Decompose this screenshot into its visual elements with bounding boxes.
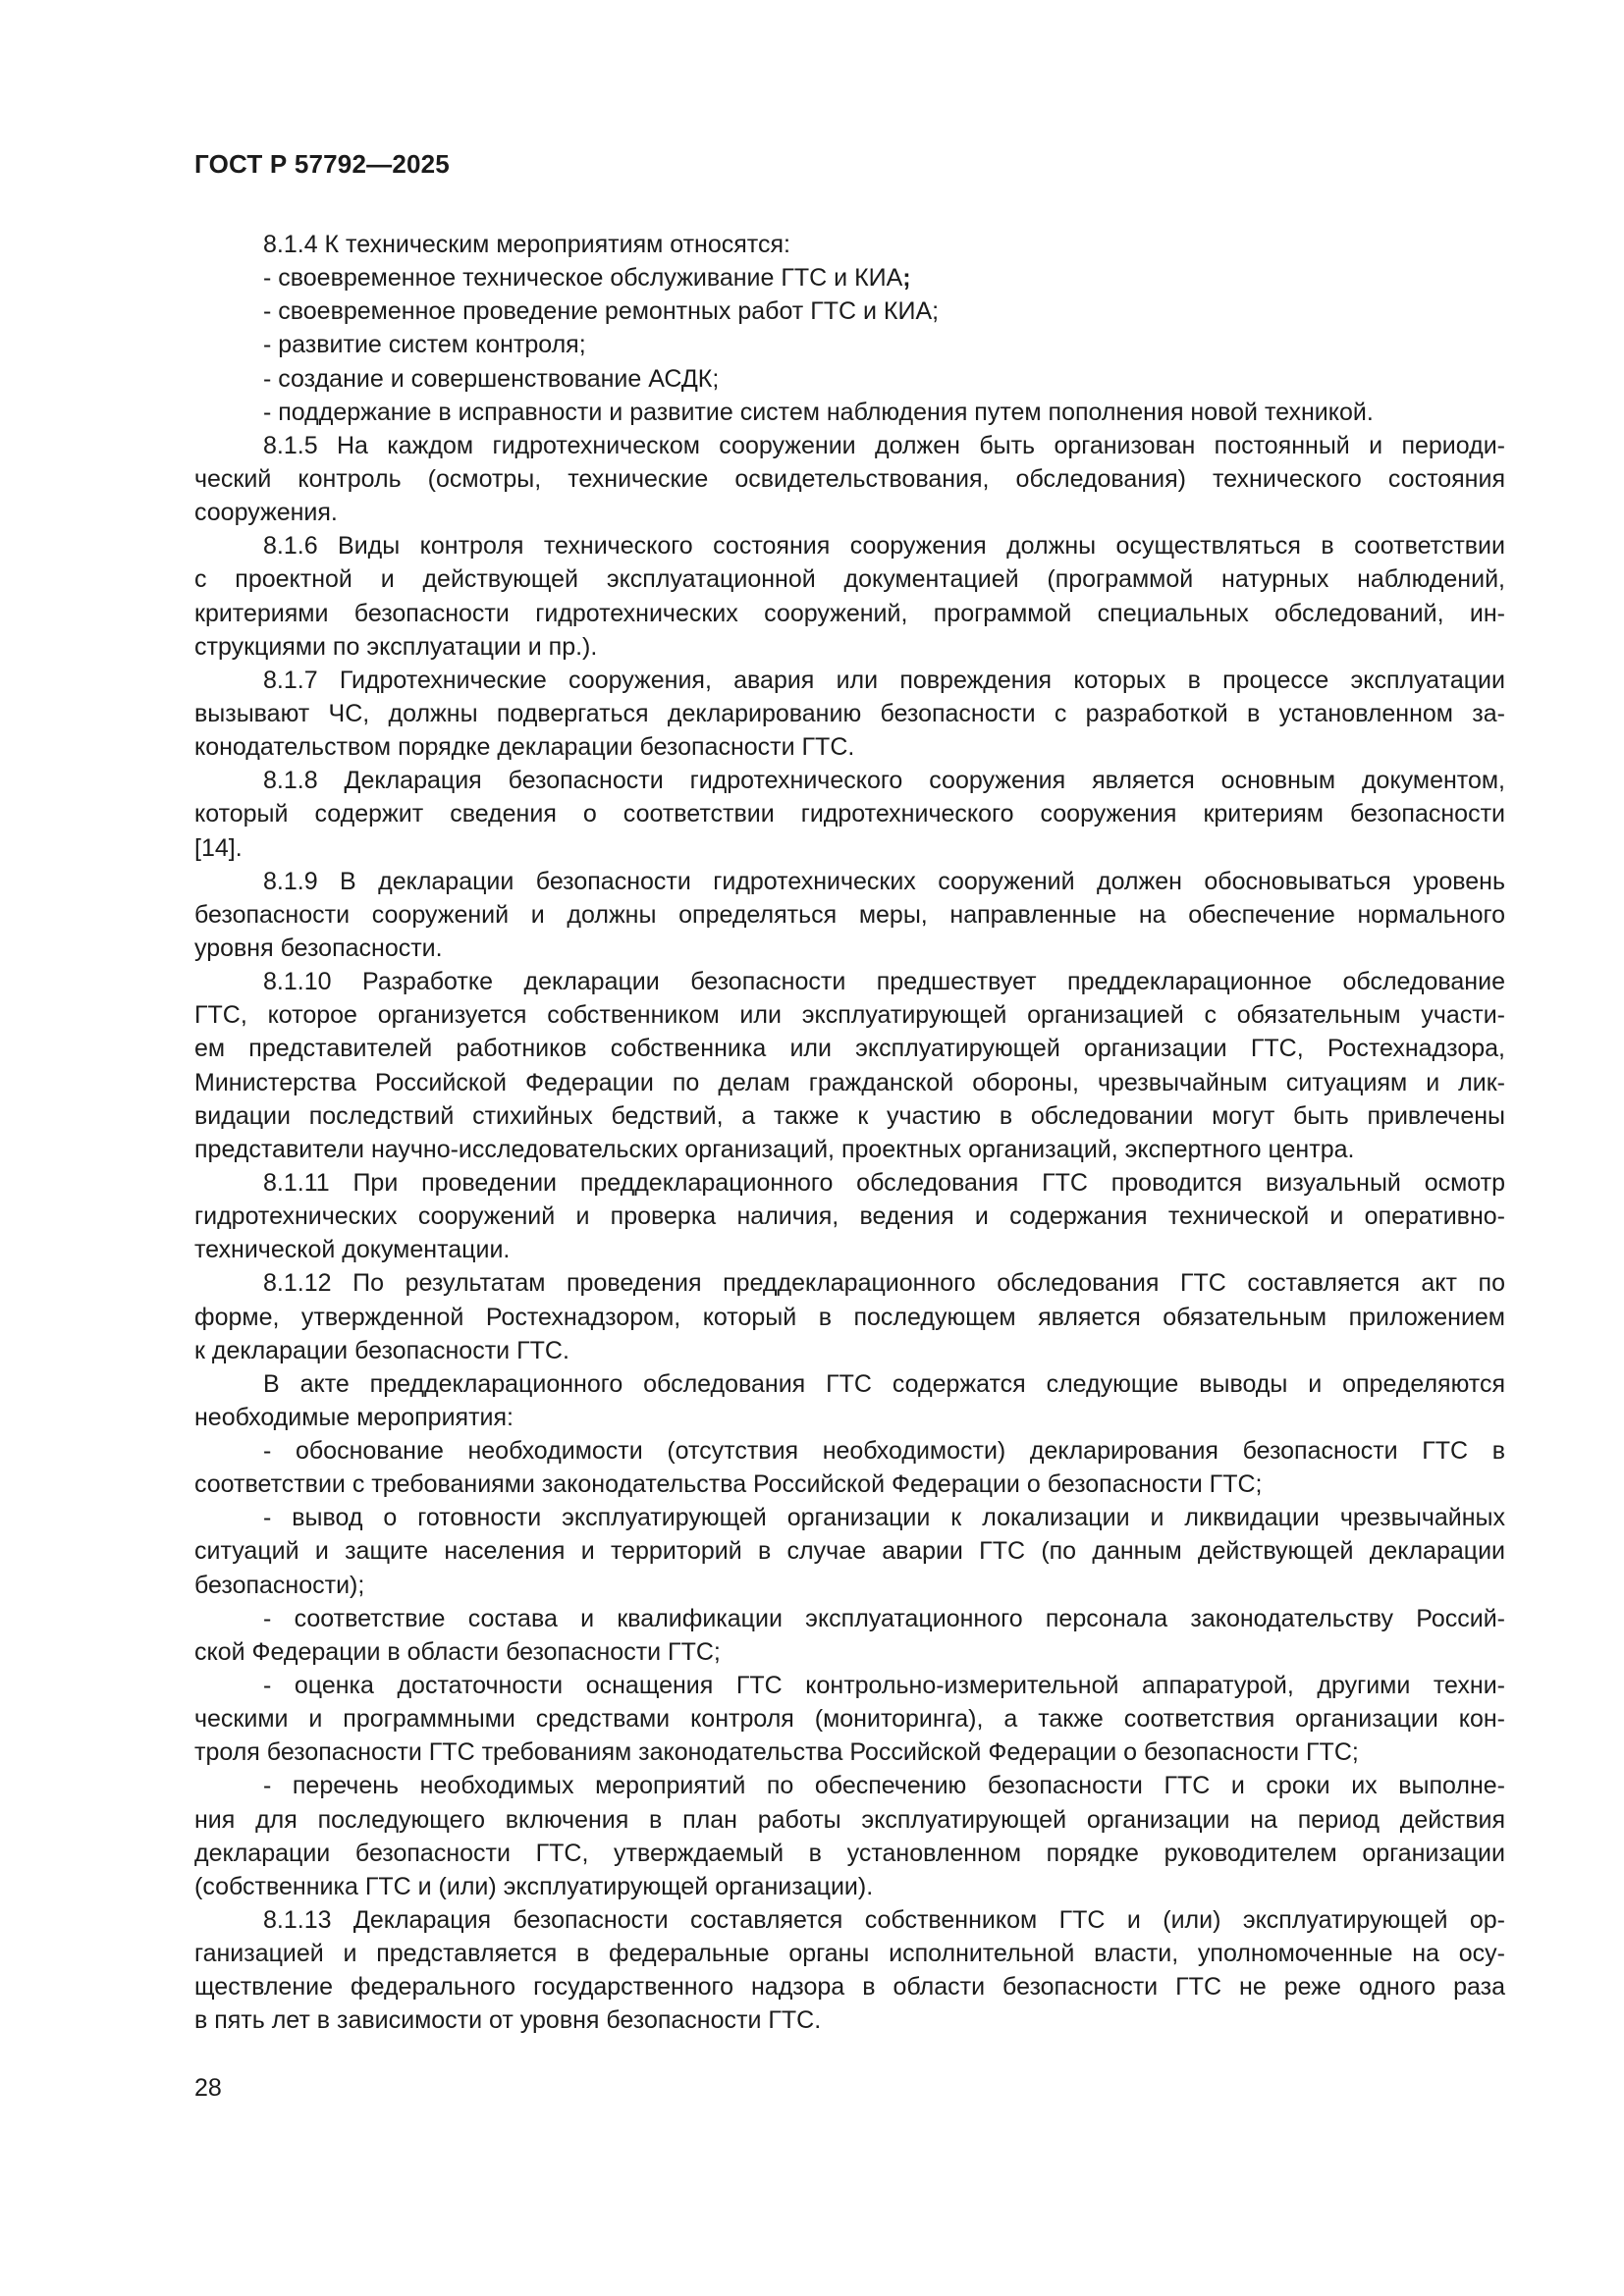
paragraph-8-1-13-line: ганизацией и представляется в федеральные органы исполнительной власти, уполномоченные на осу- [194, 1940, 1505, 1968]
paragraph-8-1-9-line: безопасности сооружений и должны определяться меры, направленные на обеспечение нормального [194, 900, 1505, 929]
paragraph-8-1-10-line: ГТС, которое организуется собственником или эксплуатирующей организацией с обязательным участи- [194, 1001, 1505, 1030]
list-item: - оценка достаточности оснащения ГТС контрольно-измерительной аппаратурой, другими техни- [263, 1672, 1505, 1700]
paragraph-8-1-10-line: Министерства Российской Федерации по делам гражданской обороны, чрезвычайным ситуациям и лик- [194, 1068, 1505, 1096]
list-item: - соответствие состава и квалификации эксплуатационного персонала законодательству Россий- [263, 1604, 1505, 1632]
paragraph-8-1-6-line: с проектной и действующей эксплуатационной документацией (программой натурных наблюдений, [194, 565, 1505, 594]
list-item: - перечень необходимых мероприятий по обеспечению безопасности ГТС и сроки их выполне- [263, 1772, 1505, 1800]
list-item: - создание и совершенствование АСДК; [263, 364, 720, 393]
paragraph-8-1-13-line: ществление федерального государственного надзора в области безопасности ГТС не реже одного раза [194, 1973, 1505, 2002]
list-item: соответствии с требованиями законодательства Российской Федерации о безопасности ГТС; [194, 1470, 1263, 1499]
paragraph-8-1-13-line: 8.1.13 Декларация безопасности составляется собственником ГТС и (или) эксплуатирующей ор- [263, 1906, 1505, 1935]
list-item: безопасности); [194, 1571, 365, 1599]
paragraph-8-1-12-line: к декларации безопасности ГТС. [194, 1336, 569, 1364]
list-item: ской Федерации в области безопасности ГТС; [194, 1637, 721, 1666]
document-body [194, 228, 1505, 2038]
paragraph-8-1-5-line: 8.1.5 На каждом гидротехническом сооружении должен быть организован постоянный и периоди- [263, 431, 1505, 459]
paragraph-8-1-11-line: 8.1.11 При проведении преддекларационного обследования ГТС проводится визуальный осмотр [263, 1168, 1505, 1197]
paragraph-8-1-7-line: вызывают ЧС, должны подвергаться декларированию безопасности с разработкой в установленном за- [194, 699, 1505, 727]
list-item [194, 261, 1505, 294]
paragraph-8-1-12-line: форме, утвержденной Ростехнадзором, который в последующем является обязательным приложением [194, 1303, 1505, 1331]
paragraph-8-1-6-line: 8.1.6 Виды контроля технического состояния сооружения должны осуществляться в соответствии [263, 532, 1505, 561]
document-header: ГОСТ Р 57792—2025 [194, 149, 450, 179]
paragraph-8-1-13-line: в пять лет в зависимости от уровня безопасности ГТС. [194, 2006, 822, 2035]
paragraph-8-1-11-line: технической документации. [194, 1236, 511, 1264]
list-item: ситуаций и защите населения и территорий в случае аварии ГТС (по данным действующей декларации [194, 1537, 1505, 1566]
list-item: - поддержание в исправности и развитие систем наблюдения путем пополнения новой техникой. [263, 398, 1374, 426]
list-item: (собственника ГТС и (или) эксплуатирующей организации). [194, 1872, 874, 1900]
list-item: - развитие систем контроля; [263, 331, 586, 359]
list-item: декларации безопасности ГТС, утверждаемый в установленном порядке руководителем организации [194, 1839, 1505, 1867]
list-item-trailing-punct: ; [902, 264, 911, 293]
paragraph-8-1-9-line: 8.1.9 В декларации безопасности гидротехнических сооружений должен обосновываться уровень [263, 867, 1505, 895]
paragraph-8-1-7-line: 8.1.7 Гидротехнические сооружения, авария или повреждения которых в процессе эксплуатации [263, 666, 1505, 694]
list-item: троля безопасности ГТС требованиям законодательства Российской Федерации о безопасности ГТС; [194, 1738, 1359, 1767]
paragraph-8-1-9-line: уровня безопасности. [194, 934, 443, 962]
list-item: - вывод о готовности эксплуатирующей организации к локализации и ликвидации чрезвычайных [263, 1504, 1505, 1532]
paragraph-8-1-8-line: который содержит сведения о соответствии гидротехнического сооружения критериям безопасности [194, 800, 1505, 828]
paragraph-8-1-12-line: 8.1.12 По результатам проведения преддекларационного обследования ГТС составляется акт по [263, 1269, 1505, 1298]
list-item-text: - своевременное техническое обслуживание ГТС и КИА [263, 264, 903, 293]
paragraph-8-1-5-line: сооружения. [194, 499, 338, 527]
list-item: - обоснование необходимости (отсутствия необходимости) декларирования безопасности ГТС в [263, 1437, 1505, 1466]
paragraph-act-line: необходимые мероприятия: [194, 1403, 514, 1431]
paragraph-8-1-6-line: струкциями по эксплуатации и пр.). [194, 632, 598, 661]
page-number: 28 [194, 2074, 222, 2102]
list-item: - своевременное проведение ремонтных работ ГТС и КИА; [263, 297, 940, 326]
paragraph-8-1-10-line: 8.1.10 Разработке декларации безопасности предшествует преддекларационное обследование [263, 968, 1505, 996]
paragraph-8-1-8-line: 8.1.8 Декларация безопасности гидротехнического сооружения является основным документом, [263, 767, 1505, 795]
paragraph-8-1-4-line: 8.1.4 К техническим мероприятиям относятся: [263, 231, 790, 258]
paragraph-8-1-10-line: ем представителей работников собственника или эксплуатирующей организации ГТС, Ростехнадзора, [194, 1035, 1505, 1063]
paragraph-8-1-11-line: гидротехнических сооружений и проверка наличия, ведения и содержания технической и оперативно- [194, 1202, 1505, 1231]
paragraph-8-1-8-line: [14]. [194, 833, 243, 862]
paragraph-8-1-5-line: ческий контроль (осмотры, технические освидетельствования, обследования) технического состояния [194, 464, 1505, 493]
list-item: ческими и программными средствами контроля (мониторинга), а также соответствия организации кон- [194, 1705, 1505, 1734]
paragraph-8-1-10-line: видации последствий стихийных бедствий, а также к участию в обследовании могут быть привлечены [194, 1101, 1505, 1130]
paragraph-8-1-7-line: конодательством порядке декларации безопасности ГТС. [194, 733, 855, 762]
paragraph-8-1-6-line: критериями безопасности гидротехнических сооружений, программой специальных обследований, ин- [194, 599, 1505, 627]
list-item: ния для последующего включения в план работы эксплуатирующей организации на период действия [194, 1805, 1505, 1834]
paragraph-8-1-10-line: представители научно-исследовательских организаций, проектных организаций, экспертного центра. [194, 1135, 1355, 1163]
paragraph-act-line: В акте преддекларационного обследования ГТС содержатся следующие выводы и определяются [263, 1369, 1505, 1398]
